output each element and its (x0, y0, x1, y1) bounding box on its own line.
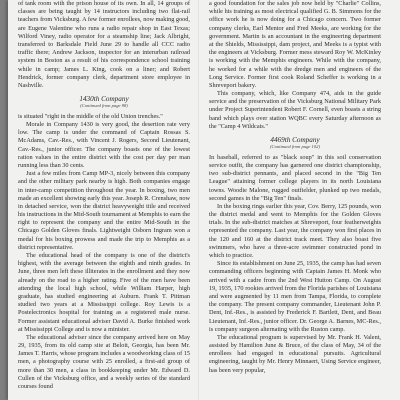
paragraph: This company, which, like Company 474, aids in the guide service and the preservation of the Vicksburg National Military Park under Project Superintendent Robert F. Cornell, even boasts a string band which plays over station WQBC every Saturday afternoon as the "Camp 4 Wildcats." (209, 90, 381, 130)
section-heading-1430th: 1430th Company (79, 95, 129, 104)
paragraph: In baseball, referred to as "black soup" in this soil conservation service outfit, the company has garnered one district championship, two sub-district pennants, and placed second in the "Big Ten League" attaining former college players in its north Louisiana towns. Woodie Malone, rugged outfielder, plunked up two medals, second games in the "Big Ten" finals. (209, 153, 381, 202)
column-gutter (198, 0, 199, 400)
section-subheading-4469th: (Continued from page 102) (270, 144, 320, 150)
paragraph: is situated "right in the middle of the old Union trenches." (18, 112, 163, 120)
right-intro-paragraph: a good foundation for the sales job now held by "Charlie" Collins, while his training as most electrical qualified G. B. Simmons for the office work he is now doing for a Chicago concern. Two former company clerks, Earl Mentor and Fred Meeks, are working for the government. Martin is an accountant in the engineering department at the Shields, Mississippi, dam project, and Meeks is a typist with the engineers at Vicksburg. Former mess steward Roy W. McKinley is working with the Memphis engineers. While with the company, he worked for a while with the dredge men and engineers of the Long Service. Former first cook Roland Scheffer is working in a Shreveport bakery. (209, 0, 381, 89)
paragraph: The educational head of the company is one of the district's highest, with the average between the eighth and ninth grades. In June, three men left these illiterates in the enrollment and they now already on the road to a higher rating. Five of the men have been attending the local high school, while William Harper, high graduate, has studied engineering at Auburn. Frank T. Pittman studied two years at a Mississippi college. Roy Lewis is a Postelectronics hospital for training as a registered male nurse. Former assistant educational adviser David A. Burke finished work at Mississippi College and is now a minister. (18, 252, 190, 333)
left-intro-paragraph: of tank room with the prison house of its own. In all, 14 groups of classes are being taught by 14 instructors including two flat-rail teachers from Vicksburg. A few former enrollees, now making good, are Eugene Valentine who runs a radio repair shop in East Texas; Wilford Viney, radio operator for a steamship line; Jack Albright, transferred to Barksdale Field June 29 to handle all CCC radio traffic there; Andrew Jackson, inspector for an interurban railroad system in Boston as a result of his correspondence school training while in camp; James L. King, cook on a liner; and Robert Hendrick, former company clerk, department store employee in Nashville. (18, 0, 190, 89)
right-column (209, 0, 381, 400)
section-heading-4469th: 4469th Company (270, 136, 320, 144)
paragraph: Since its establishment on June 25, 1935, the camp has had seven commanding officers beginning with Captain James H. Monk who arrived with a cadre from the 2nd West Hutton Camp. On August 19, 1935, 170 rookies arrived from the Florida parishes of Louisiana and were augmented by 11 men from Tampa, Florida, to complete the company. The present company commander, Lieutenant John P. Dent, Inf.-Res., is assisted by Frederick F. Bartlett, Dent, and Beau Lieutenant, Inf.-Res., junior officer. Dr. George A. Barnes, MC-Res., is company surgeon alternating with the Ruston camp. (209, 260, 381, 333)
paragraph: Just a few miles from Camp MP-3, nicely between this company and the other military park nearby is high. Both companies engage in inter-camp competition throughout the year. In boxing, two men made an excellent showing early this year. Joseph R. Crenshaw, now in detached service, won the district heavyweight title and received his instructions in the Mid-South tournament at Memphis to earn the right to represent the company and the entire Mid-South in the Chicago Golden Gloves finals. Lightweight Osborn Ingram won a medal for his boxing prowess and made the trip to Memphis as a district representative. (18, 170, 190, 251)
left-column (18, 0, 190, 400)
section-subheading-1430th: (Continued from page 98) (80, 103, 128, 109)
book-page (8, 0, 400, 400)
paragraph: In the boxing rings earlier this year, Cov. Berry, 125 pounds, won the district medal and went to Memphis for the Golden Gloves trials. In the sub-district matches at Shreveport, four featherweights represented the company. Last year, the company won first places in the 120 and 160 at the district track meet. They also boast five swimmers, who have a three-acre swimmer constructed pond in which to practice. (209, 202, 381, 260)
paragraph: The educational program is supervised by Mr. Frank H. Valent, assisted by Hamilton June & Bruce, of the class of May, 34 of the enrollees had engaged in educational pursuits. Agricultural engineering, taught by Mr. Henry Minnaert, Using Service engineer, has been very popular, (209, 333, 381, 374)
paragraph: Morale in Company 1430 is very good, the desertion rate very low. The camp is under the command of Captain Rossas S. McAdams, Cav.-Res., with Vincent J. Rogers, Second Lieutenant, Cav.-Res., junior officer. The company boasts one of the lowest ration values in the entire district with the cost per day per man running less than 30 cents. (18, 121, 190, 169)
paragraph: The educational adviser since the company arrived here on May 29, 1935, from its old camp site at Beloit, Georgia, has been Mr. James T. Harris, whose program includes a woodworking class of 15 men, a photography course with 25 enrolled, a first-aid group of more than 30 men, a class in bookkeeping under Mr. Edward D. Cullen of the Vicksburg office, and a weekly series of the standard courses found (18, 333, 190, 391)
